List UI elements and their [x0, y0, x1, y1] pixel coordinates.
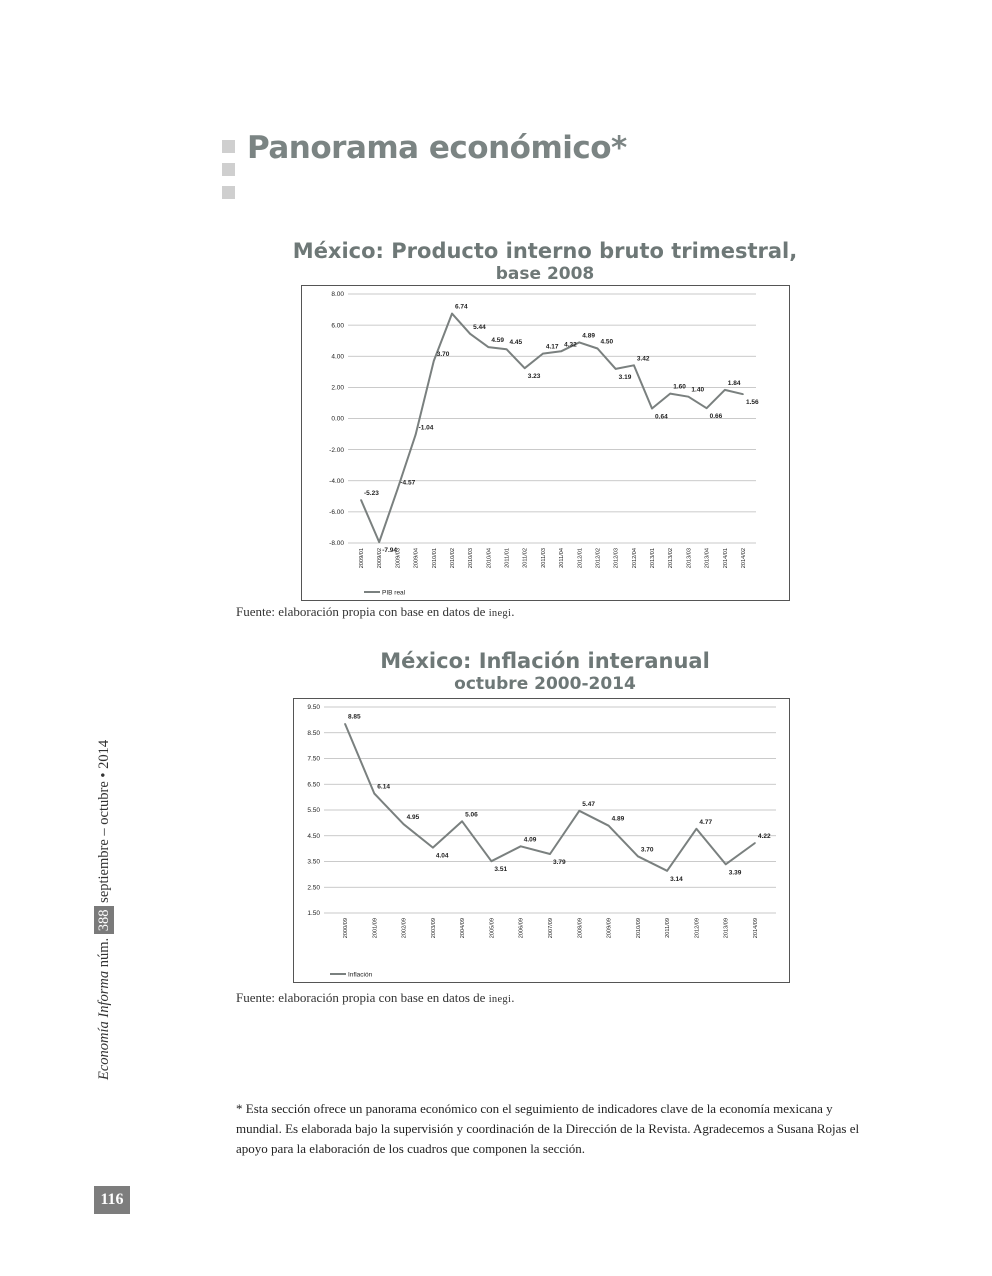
x-tick-label: 2009/09 — [606, 918, 613, 939]
data-point — [451, 313, 453, 315]
x-tick-label: 2014/09 — [753, 918, 759, 939]
y-tick-label: -4.00 — [329, 477, 344, 485]
data-label: 3.70 — [640, 846, 654, 854]
number-label: núm. — [96, 937, 112, 968]
gdp-chart-source — [236, 604, 514, 620]
x-tick-label: 2010/03 — [468, 548, 475, 569]
data-label: 4.09 — [523, 836, 537, 844]
y-tick-label: 7.50 — [307, 755, 320, 763]
data-point — [415, 434, 417, 436]
y-tick-label: 5.50 — [307, 807, 320, 815]
data-label: 5.44 — [473, 323, 486, 331]
gdp-chart — [302, 286, 789, 600]
data-label: 4.32 — [564, 341, 577, 349]
source-org: inegi — [488, 608, 512, 619]
decorative-square — [222, 140, 235, 153]
data-label: 3.70 — [436, 350, 450, 358]
data-point — [637, 856, 639, 858]
footnote: * Esta sección ofrece un panorama económico con el seguimiento de indicadores clave de la economía mexicana y mundial. Es elaborada bajo la supervisión y coordinación de la Dirección de la Revista. Agradecemos a Susana Rojas el apoyo para la elaboración de los cuadros que componen la sección. — [236, 1101, 860, 1156]
data-point — [706, 407, 708, 409]
data-point — [397, 489, 399, 491]
x-tick-label: 2007/09 — [548, 918, 554, 939]
source-org: inegi — [488, 994, 512, 1005]
inflation-chart-title-line1: México: Inflación interanual — [380, 649, 710, 673]
data-point — [433, 360, 435, 362]
data-point — [633, 364, 635, 366]
data-label: 4.77 — [699, 818, 713, 826]
data-label: 3.39 — [728, 869, 742, 877]
data-label: -4.57 — [400, 479, 416, 487]
journal-spine — [94, 740, 114, 1080]
data-label: 1.56 — [746, 399, 759, 407]
data-label: -7.94 — [382, 547, 398, 555]
y-tick-label: 2.00 — [331, 384, 344, 392]
data-label: 8.85 — [348, 713, 361, 721]
page-number: 116 — [94, 1186, 130, 1214]
x-tick-label: 2012/03 — [613, 548, 620, 569]
x-tick-label: 2014/02 — [741, 548, 747, 569]
data-point — [754, 842, 756, 844]
data-label: 4.50 — [600, 338, 614, 346]
journal-name: Economía Informa — [96, 970, 112, 1080]
y-tick-label: 8.50 — [307, 729, 320, 737]
x-tick-label: 2009/01 — [359, 548, 365, 569]
data-point — [696, 828, 698, 830]
y-tick-label: 4.00 — [331, 353, 344, 361]
data-label: -5.23 — [364, 489, 379, 497]
data-point — [403, 823, 405, 825]
data-point — [469, 333, 471, 335]
issue-period: septiembre – octubre • 2014 — [96, 739, 112, 903]
data-label: 1.84 — [727, 379, 741, 387]
x-tick-label: 2011/04 — [559, 548, 566, 568]
data-label: 4.22 — [758, 832, 771, 840]
data-point — [360, 499, 362, 501]
y-tick-label: 3.50 — [307, 858, 320, 866]
inflation-chart-source — [236, 990, 514, 1006]
y-tick-label: -6.00 — [329, 509, 344, 517]
x-tick-label: 2013/03 — [686, 548, 693, 569]
data-label: 1.60 — [673, 383, 686, 391]
x-tick-label: 2008/09 — [577, 918, 584, 939]
data-label: 4.89 — [582, 332, 595, 340]
data-point — [669, 393, 671, 395]
data-label: 6.74 — [454, 303, 468, 311]
y-tick-label: 8.00 — [331, 291, 344, 299]
data-point — [560, 350, 562, 352]
data-point — [373, 793, 375, 795]
x-tick-label: 2010/04 — [486, 548, 493, 569]
data-label: 3.19 — [618, 373, 632, 381]
data-point — [491, 860, 493, 862]
y-tick-label: -8.00 — [329, 540, 344, 548]
x-tick-label: 2004/09 — [460, 918, 467, 939]
data-label: 5.06 — [465, 811, 478, 819]
gdp-chart-frame — [301, 285, 790, 601]
y-tick-label: 6.00 — [331, 322, 344, 330]
x-tick-label: 2011/09 — [665, 918, 672, 938]
gdp-chart-title-line1: México: Producto interno bruto trimestral, — [292, 239, 798, 263]
x-tick-label: 2013/02 — [668, 548, 675, 569]
x-tick-label: 2013/01 — [650, 548, 657, 569]
x-tick-label: 2011/02 — [522, 548, 529, 568]
data-point — [666, 870, 668, 872]
x-tick-label: 2010/09 — [635, 918, 642, 939]
x-tick-label: 2005/09 — [489, 918, 496, 939]
x-tick-label: 2002/09 — [401, 918, 408, 939]
data-label: 0.64 — [655, 413, 668, 421]
source-text: Fuente: elaboración propia con base en datos de — [236, 604, 489, 619]
decorative-square — [222, 186, 235, 199]
data-point — [432, 847, 434, 849]
data-point — [488, 346, 490, 348]
issue-number: 388 — [94, 906, 114, 934]
y-tick-label: 9.50 — [307, 704, 320, 712]
data-point — [524, 367, 526, 369]
inflation-chart-title — [230, 648, 860, 694]
data-point — [724, 389, 726, 391]
data-label: 3.14 — [670, 875, 683, 883]
data-label: 4.89 — [611, 815, 625, 823]
x-tick-label: 2011/03 — [540, 548, 547, 568]
x-tick-label: 2000/09 — [343, 918, 349, 939]
data-point — [506, 348, 508, 350]
data-point — [344, 723, 346, 725]
data-label: 4.95 — [406, 814, 420, 822]
x-tick-label: 2009/03 — [395, 548, 402, 569]
data-label: 3.23 — [527, 373, 541, 381]
data-label: 3.51 — [494, 866, 508, 874]
data-label: 3.79 — [553, 859, 566, 867]
x-tick-label: 2012/09 — [694, 918, 701, 939]
data-point — [549, 853, 551, 855]
x-tick-label: 2009/04 — [413, 548, 420, 569]
data-point — [461, 821, 463, 823]
inflation-chart-frame — [293, 698, 790, 983]
inflation-chart — [294, 699, 789, 982]
data-label: 0.66 — [709, 413, 723, 421]
gdp-chart-title — [230, 238, 860, 284]
page-title: Panorama económico* — [247, 130, 627, 166]
data-label: 4.45 — [509, 339, 523, 347]
x-tick-label: 2013/04 — [704, 548, 711, 569]
source-suffix: . — [511, 990, 515, 1005]
data-point — [542, 353, 544, 355]
data-point — [651, 408, 653, 410]
x-tick-label: 2012/02 — [595, 548, 602, 569]
data-label: 5.47 — [582, 800, 595, 808]
data-point — [520, 846, 522, 848]
y-tick-label: 6.50 — [307, 781, 320, 789]
data-point — [688, 396, 690, 398]
data-point — [578, 342, 580, 344]
data-point — [615, 368, 617, 370]
data-label: 3.42 — [636, 355, 650, 363]
legend-label: PIB real — [382, 589, 406, 597]
source-suffix: . — [511, 604, 515, 619]
y-tick-label: 0.00 — [331, 415, 344, 423]
data-label: 4.59 — [491, 337, 504, 345]
y-tick-label: -2.00 — [329, 446, 344, 454]
data-label: -1.04 — [418, 424, 434, 432]
legend-label: Inflación — [348, 971, 373, 979]
decorative-square — [222, 163, 235, 176]
data-point — [578, 810, 580, 812]
y-tick-label: 4.50 — [307, 832, 320, 840]
data-label: 4.17 — [545, 343, 559, 351]
data-point — [725, 864, 727, 866]
x-tick-label: 2006/09 — [518, 918, 525, 939]
x-tick-label: 2001/09 — [372, 918, 379, 939]
data-label: 1.40 — [691, 386, 705, 394]
data-point — [742, 393, 744, 395]
x-tick-label: 2009/02 — [377, 548, 384, 569]
data-point — [597, 348, 599, 350]
x-tick-label: 2013/09 — [723, 918, 730, 939]
x-tick-label: 2014/01 — [722, 548, 729, 569]
x-tick-label: 2010/02 — [449, 548, 456, 569]
x-tick-label: 2011/01 — [504, 548, 511, 568]
data-label: 6.14 — [377, 783, 390, 791]
source-text: Fuente: elaboración propia con base en datos de — [236, 990, 489, 1005]
inflation-chart-title-line2: octubre 2000-2014 — [454, 674, 636, 694]
data-label: 4.04 — [435, 852, 449, 860]
x-tick-label: 2012/04 — [631, 548, 638, 569]
y-tick-label: 2.50 — [307, 884, 320, 892]
x-tick-label: 2012/01 — [577, 548, 584, 569]
y-tick-label: 1.50 — [307, 910, 320, 918]
data-point — [608, 825, 610, 827]
data-point — [378, 541, 380, 543]
gdp-chart-title-line2: base 2008 — [495, 264, 595, 284]
x-tick-label: 2003/09 — [430, 918, 437, 939]
x-tick-label: 2010/01 — [431, 548, 438, 569]
